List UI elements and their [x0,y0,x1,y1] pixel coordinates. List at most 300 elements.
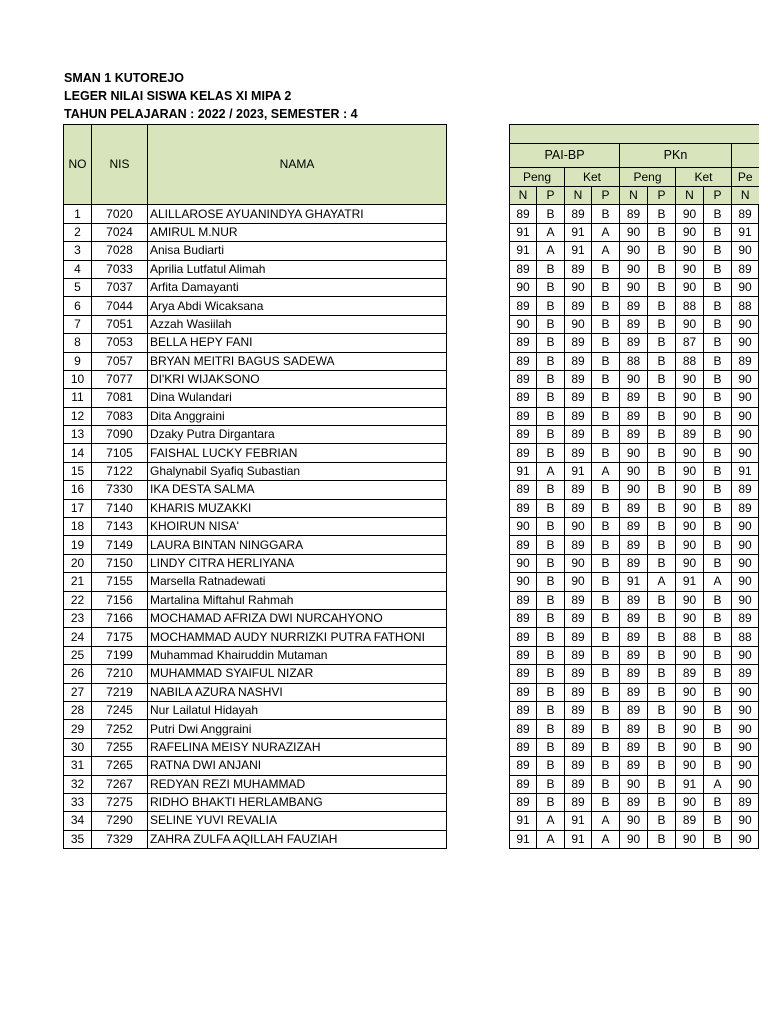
pe-peng-n: 91 [732,462,759,480]
pai-ket-p: B [592,701,620,719]
pai-peng-n: 89 [510,407,537,425]
table-row [64,701,759,719]
pkn-peng-n: 89 [620,554,648,572]
pai-ket-n: 89 [565,297,592,315]
pkn-peng-p: B [648,260,676,278]
row-nis: 7057 [92,352,148,370]
pai-ket-n: 89 [565,738,592,756]
pkn-peng-n: 90 [620,242,648,260]
pkn-ket-p: B [704,738,732,756]
n-header: N [676,187,704,205]
pkn-ket-p: B [704,260,732,278]
row-no: 27 [64,683,92,701]
pkn-ket-n: 90 [676,315,704,333]
table-row [64,260,759,278]
pkn-ket-p: B [704,334,732,352]
pkn-ket-n: 90 [676,793,704,811]
academic-year: TAHUN PELAJARAN : 2022 / 2023, SEMESTER : 4 [64,107,358,121]
school-name: SMAN 1 KUTOREJO [64,71,184,85]
row-gap [447,426,510,444]
pkn-peng-p: B [648,407,676,425]
table-row [64,738,759,756]
pai-peng-n: 89 [510,628,537,646]
n-header: N [510,187,537,205]
table-row [64,609,759,627]
pkn-peng-n: 90 [620,812,648,830]
pai-ket-p: A [592,812,620,830]
row-nis: 7149 [92,536,148,554]
pkn-ket-p: B [704,242,732,260]
pkn-ket-p: B [704,389,732,407]
pai-peng-n: 89 [510,370,537,388]
pai-ket-n: 90 [565,573,592,591]
pkn-ket-p: B [704,720,732,738]
pkn-ket-p: B [704,223,732,241]
row-no: 6 [64,297,92,315]
pai-peng-n: 91 [510,242,537,260]
pkn-peng-n: 90 [620,370,648,388]
pai-peng-n: 89 [510,481,537,499]
row-nama: NABILA AZURA NASHVI [148,683,447,701]
pkn-peng-p: B [648,628,676,646]
subject-header-pai-bp: PAI-BP [510,144,620,168]
pai-ket-n: 89 [565,352,592,370]
table-row [64,297,759,315]
pai-peng-p: A [537,223,565,241]
pai-peng-p: B [537,499,565,517]
pai-ket-p: B [592,775,620,793]
row-gap [447,205,510,223]
pkn-ket-p: B [704,518,732,536]
pkn-peng-p: B [648,389,676,407]
pkn-peng-p: B [648,738,676,756]
pkn-ket-n: 90 [676,499,704,517]
pai-ket-p: B [592,518,620,536]
row-gap [447,536,510,554]
pai-ket-p: B [592,628,620,646]
row-no: 16 [64,481,92,499]
table-row [64,370,759,388]
row-nama: Azzah Wasiilah [148,315,447,333]
pai-ket-n: 91 [565,242,592,260]
table-row [64,352,759,370]
pai-peng-p: A [537,242,565,260]
row-no: 18 [64,518,92,536]
row-nama: RATNA DWI ANJANI [148,757,447,775]
pkn-peng-p: B [648,481,676,499]
pkn-ket-n: 90 [676,260,704,278]
pkn-ket-p: B [704,407,732,425]
row-nis: 7033 [92,260,148,278]
pai-peng-n: 89 [510,609,537,627]
pkn-peng-p: B [648,701,676,719]
pai-peng-p: B [537,738,565,756]
pkn-peng-n: 89 [620,315,648,333]
table-row [64,334,759,352]
pkn-ket-p: A [704,775,732,793]
row-no: 20 [64,554,92,572]
pai-peng-n: 89 [510,683,537,701]
pe-peng-n: 91 [732,223,759,241]
pkn-peng-p: B [648,646,676,664]
row-no: 10 [64,370,92,388]
pai-ket-n: 89 [565,499,592,517]
n-header: N [620,187,648,205]
pai-ket-n: 89 [565,334,592,352]
pkn-ket-n: 90 [676,407,704,425]
row-no: 23 [64,609,92,627]
pai-ket-p: B [592,444,620,462]
row-no: 9 [64,352,92,370]
row-no: 3 [64,242,92,260]
col-nama-header: NAMA [148,125,447,205]
pe-peng-n: 89 [732,352,759,370]
pkn-ket-n: 90 [676,389,704,407]
pkn-ket-n: 90 [676,830,704,848]
row-gap [447,812,510,830]
pai-peng-n: 89 [510,205,537,223]
pe-peng-n: 90 [732,334,759,352]
row-nama: BELLA HEPY FANI [148,334,447,352]
row-nis: 7330 [92,481,148,499]
grade-table [63,124,759,849]
row-nama: RAFELINA MEISY NURAZIZAH [148,738,447,756]
pai-peng-p: B [537,665,565,683]
pe-peng-n: 90 [732,536,759,554]
pai-peng-n: 89 [510,720,537,738]
pkn-peng-n: 89 [620,757,648,775]
table-row [64,812,759,830]
row-nis: 7077 [92,370,148,388]
pai-ket-p: B [592,646,620,664]
pe-peng-n: 90 [732,775,759,793]
pai-ket-n: 90 [565,278,592,296]
pe-peng-n: 90 [732,646,759,664]
pkn-peng-n: 89 [620,738,648,756]
row-nis: 7024 [92,223,148,241]
pkn-ket-p: B [704,315,732,333]
row-nama: Arya Abdi Wicaksana [148,297,447,315]
row-nama: MOCHAMAD AFRIZA DWI NURCAHYONO [148,609,447,627]
pai-peng-n: 90 [510,554,537,572]
pai-ket-p: B [592,573,620,591]
pkn-ket-p: B [704,757,732,775]
pkn-ket-n: 90 [676,720,704,738]
pe-peng-n: 88 [732,297,759,315]
header-row-top [64,125,759,144]
pai-peng-n: 91 [510,830,537,848]
pai-ket-n: 89 [565,260,592,278]
pai-ket-n: 89 [565,793,592,811]
row-nama: LINDY CITRA HERLIYANA [148,554,447,572]
row-nama: AMIRUL M.NUR [148,223,447,241]
row-gap [447,720,510,738]
pe-peng-n: 89 [732,481,759,499]
col-no-header: NO [64,125,92,205]
pkn-ket-n: 90 [676,738,704,756]
pkn-peng-p: B [648,334,676,352]
pkn-peng-n: 89 [620,499,648,517]
pai-peng-header: Peng [510,168,565,187]
pkn-peng-n: 89 [620,407,648,425]
row-nis: 7265 [92,757,148,775]
pai-peng-n: 89 [510,444,537,462]
pkn-peng-n: 90 [620,462,648,480]
row-nama: Aprilia Lutfatul Alimah [148,260,447,278]
row-gap [447,260,510,278]
row-gap [447,370,510,388]
p-header: P [537,187,565,205]
table-row [64,444,759,462]
row-nama: Martalina Miftahul Rahmah [148,591,447,609]
pai-ket-n: 89 [565,701,592,719]
pai-ket-p: B [592,205,620,223]
row-nama: Dita Anggraini [148,407,447,425]
row-gap [447,389,510,407]
pai-ket-n: 90 [565,315,592,333]
pai-peng-p: B [537,757,565,775]
row-nis: 7122 [92,462,148,480]
pai-peng-p: B [537,315,565,333]
row-nama: Anisa Budiarti [148,242,447,260]
pai-peng-n: 89 [510,738,537,756]
row-no: 19 [64,536,92,554]
pkn-peng-p: A [648,573,676,591]
row-nis: 7037 [92,278,148,296]
pkn-peng-n: 89 [620,720,648,738]
pai-peng-p: B [537,334,565,352]
pai-ket-p: B [592,499,620,517]
row-no: 15 [64,462,92,480]
table-row [64,720,759,738]
pai-peng-p: B [537,646,565,664]
pai-ket-p: A [592,242,620,260]
pai-ket-n: 89 [565,757,592,775]
table-row [64,573,759,591]
row-nama: Arfita Damayanti [148,278,447,296]
pkn-ket-p: B [704,352,732,370]
table-row [64,793,759,811]
pkn-ket-p: B [704,609,732,627]
pkn-ket-n: 90 [676,462,704,480]
pkn-ket-p: B [704,370,732,388]
row-nis: 7210 [92,665,148,683]
pai-peng-n: 91 [510,223,537,241]
row-nis: 7155 [92,573,148,591]
pai-peng-n: 90 [510,518,537,536]
pai-ket-n: 89 [565,720,592,738]
pkn-peng-n: 90 [620,278,648,296]
row-gap [447,352,510,370]
table-row [64,757,759,775]
pai-peng-n: 89 [510,536,537,554]
col-nis-header: NIS [92,125,148,205]
row-no: 28 [64,701,92,719]
pai-ket-n: 90 [565,518,592,536]
pai-ket-p: B [592,665,620,683]
pai-ket-p: B [592,297,620,315]
table-row [64,426,759,444]
pai-peng-n: 90 [510,278,537,296]
pai-peng-p: B [537,554,565,572]
row-nama: Dzaky Putra Dirgantara [148,426,447,444]
pkn-ket-p: B [704,278,732,296]
pkn-peng-p: B [648,554,676,572]
pai-ket-p: A [592,223,620,241]
pe-peng-n: 89 [732,499,759,517]
row-no: 24 [64,628,92,646]
pai-peng-n: 89 [510,701,537,719]
pai-peng-p: B [537,609,565,627]
pai-peng-n: 89 [510,334,537,352]
pe-peng-n: 90 [732,407,759,425]
row-nis: 7267 [92,775,148,793]
row-nis: 7081 [92,389,148,407]
pai-peng-p: B [537,628,565,646]
pkn-ket-n: 90 [676,518,704,536]
row-nis: 7290 [92,812,148,830]
pai-peng-n: 90 [510,315,537,333]
row-gap [447,591,510,609]
pkn-peng-header: Peng [620,168,676,187]
row-nis: 7044 [92,297,148,315]
row-gap [447,683,510,701]
pkn-ket-p: B [704,444,732,462]
row-nama: KHARIS MUZAKKI [148,499,447,517]
table-row [64,242,759,260]
row-no: 29 [64,720,92,738]
pai-ket-n: 91 [565,223,592,241]
row-no: 2 [64,223,92,241]
row-gap [447,646,510,664]
row-nama: Nur Lailatul Hidayah [148,701,447,719]
pkn-ket-p: B [704,665,732,683]
pkn-peng-p: B [648,444,676,462]
table-row [64,683,759,701]
pai-ket-n: 91 [565,830,592,848]
row-nama: REDYAN REZI MUHAMMAD [148,775,447,793]
row-gap [447,315,510,333]
pai-peng-p: B [537,370,565,388]
pkn-ket-p: B [704,297,732,315]
pai-ket-n: 89 [565,481,592,499]
pkn-peng-n: 89 [620,793,648,811]
row-nama: Dina Wulandari [148,389,447,407]
row-nama: ZAHRA ZULFA AQILLAH FAUZIAH [148,830,447,848]
pkn-peng-p: B [648,793,676,811]
pkn-peng-p: B [648,536,676,554]
pai-peng-p: B [537,793,565,811]
row-nama: MOCHAMMAD AUDY NURRIZKI PUTRA FATHONI [148,628,447,646]
table-row [64,481,759,499]
row-nis: 7020 [92,205,148,223]
table-row [64,462,759,480]
pe-peng-n: 90 [732,554,759,572]
pai-peng-n: 89 [510,775,537,793]
row-gap [447,554,510,572]
pkn-ket-n: 90 [676,757,704,775]
pkn-ket-p: B [704,646,732,664]
pai-ket-p: B [592,352,620,370]
row-nama: RIDHO BHAKTI HERLAMBANG [148,793,447,811]
row-nis: 7090 [92,426,148,444]
row-nama: MUHAMMAD SYAIFUL NIZAR [148,665,447,683]
row-no: 12 [64,407,92,425]
pai-peng-p: B [537,720,565,738]
pai-ket-n: 89 [565,407,592,425]
pai-peng-p: B [537,518,565,536]
pai-peng-n: 91 [510,812,537,830]
pkn-ket-n: 88 [676,628,704,646]
pai-peng-p: B [537,536,565,554]
pai-ket-p: B [592,757,620,775]
pai-peng-n: 89 [510,499,537,517]
pe-peng-n: 89 [732,260,759,278]
row-nama: ALILLAROSE AYUANINDYA GHAYATRI [148,205,447,223]
pkn-peng-p: B [648,609,676,627]
pkn-peng-p: B [648,242,676,260]
table-row [64,628,759,646]
row-no: 11 [64,389,92,407]
row-nis: 7199 [92,646,148,664]
subjects-group-header [510,125,759,144]
row-gap [447,665,510,683]
pkn-peng-n: 90 [620,775,648,793]
row-gap [447,518,510,536]
pkn-peng-n: 89 [620,426,648,444]
table-row [64,830,759,848]
pe-peng-n: 90 [732,444,759,462]
pe-peng-n: 90 [732,278,759,296]
pe-partial-header: Pe [732,168,759,187]
pe-peng-n: 88 [732,628,759,646]
pkn-peng-n: 90 [620,260,648,278]
pkn-peng-n: 89 [620,297,648,315]
pai-ket-n: 89 [565,444,592,462]
pkn-ket-n: 88 [676,352,704,370]
subject-header-pkn: PKn [620,144,732,168]
pai-ket-n: 91 [565,462,592,480]
row-nama: SELINE YUVI REVALIA [148,812,447,830]
row-no: 14 [64,444,92,462]
pkn-ket-n: 89 [676,426,704,444]
pkn-ket-n: 89 [676,665,704,683]
row-nis: 7051 [92,315,148,333]
row-nama: DI'KRI WIJAKSONO [148,370,447,388]
pkn-peng-n: 91 [620,573,648,591]
row-no: 34 [64,812,92,830]
pai-peng-p: B [537,205,565,223]
pai-peng-n: 89 [510,260,537,278]
row-nis: 7329 [92,830,148,848]
pe-peng-n: 90 [732,242,759,260]
pai-peng-n: 89 [510,389,537,407]
pai-peng-n: 89 [510,352,537,370]
pai-peng-p: A [537,462,565,480]
pai-ket-n: 89 [565,426,592,444]
pkn-peng-n: 89 [620,591,648,609]
pe-peng-n: 90 [732,830,759,848]
pai-ket-p: B [592,591,620,609]
table-row [64,223,759,241]
pkn-ket-n: 90 [676,242,704,260]
table-row [64,205,759,223]
pkn-peng-n: 89 [620,609,648,627]
pai-ket-p: B [592,554,620,572]
pai-ket-p: B [592,407,620,425]
row-nis: 7166 [92,609,148,627]
pai-peng-n: 89 [510,646,537,664]
